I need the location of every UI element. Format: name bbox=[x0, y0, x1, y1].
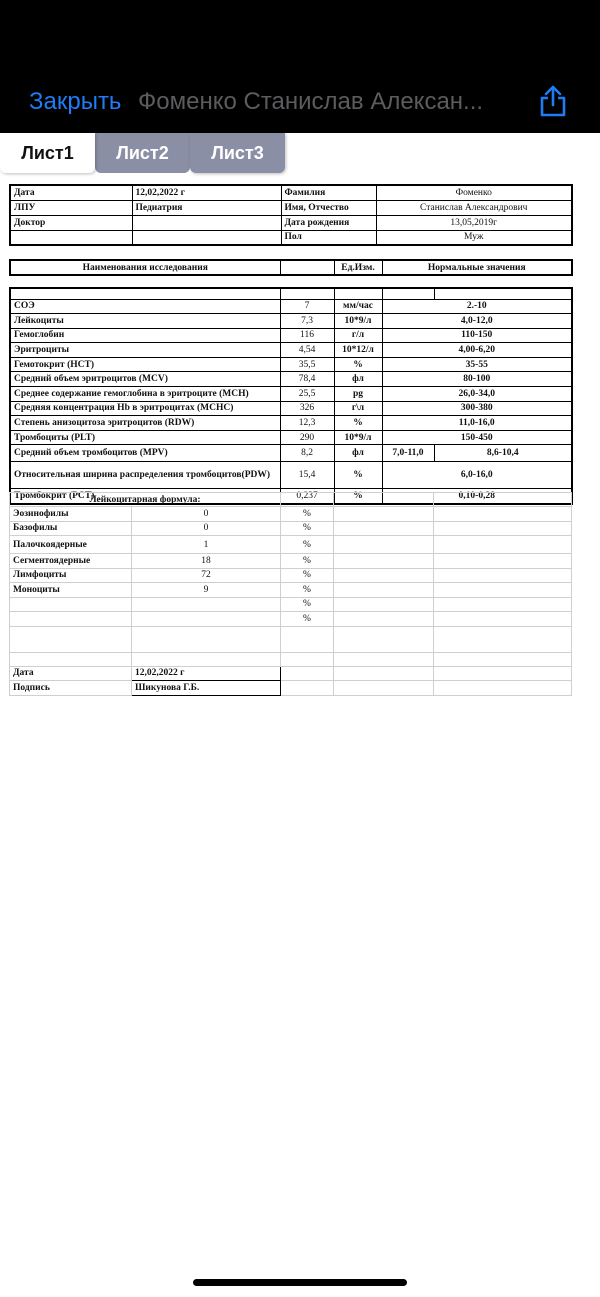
tab-sheet2[interactable]: Лист2 bbox=[95, 133, 190, 173]
empty-cell bbox=[434, 493, 572, 507]
empty-cell bbox=[334, 626, 434, 652]
leuko-value: 0 bbox=[132, 507, 281, 522]
value-cell bbox=[132, 230, 281, 245]
label-cell: Фамилия bbox=[281, 185, 376, 200]
table-row bbox=[10, 387, 572, 402]
test-norm: 0,10-0,28 bbox=[382, 489, 572, 504]
test-unit: % bbox=[334, 462, 382, 489]
empty-cell bbox=[10, 652, 132, 666]
value-cell: Муж bbox=[376, 230, 572, 245]
test-norm: 6,0-16,0 bbox=[382, 462, 572, 489]
label-cell: Доктор bbox=[10, 215, 132, 230]
leuko-value: 0 bbox=[132, 521, 281, 536]
table-row bbox=[10, 328, 572, 343]
empty-cell bbox=[334, 493, 434, 507]
table-row bbox=[10, 597, 572, 612]
column-header: Нормальные значения bbox=[382, 260, 572, 275]
test-unit: % bbox=[334, 416, 382, 431]
leuko-unit: % bbox=[281, 568, 334, 583]
test-unit: г\л bbox=[334, 401, 382, 416]
value-cell: Фоменко bbox=[376, 185, 572, 200]
empty-cell bbox=[281, 626, 334, 652]
test-name: Тромбоциты (PLT) bbox=[10, 430, 280, 445]
test-norm: 35-55 bbox=[382, 357, 572, 372]
table-row bbox=[10, 314, 572, 329]
value-cell: 13,05,2019г bbox=[376, 215, 572, 230]
table-row bbox=[10, 200, 572, 215]
value-cell bbox=[132, 215, 281, 230]
table-row bbox=[10, 612, 572, 627]
table-row bbox=[10, 357, 572, 372]
leuko-unit: % bbox=[281, 507, 334, 522]
sheet-tabs bbox=[0, 133, 600, 173]
test-name: Эритроциты bbox=[10, 343, 280, 358]
empty-cell bbox=[281, 666, 334, 681]
label-cell: ЛПУ bbox=[10, 200, 132, 215]
table-row bbox=[10, 230, 572, 245]
empty-cell bbox=[334, 536, 434, 554]
test-norm: 7,0-11,0 bbox=[382, 445, 434, 462]
leuko-name bbox=[10, 597, 132, 612]
table-row bbox=[10, 554, 572, 569]
leuko-value: 1 bbox=[132, 536, 281, 554]
test-unit: % bbox=[334, 357, 382, 372]
empty-cell bbox=[434, 568, 572, 583]
test-name: Тромбокрит (PCT) bbox=[10, 489, 280, 504]
test-value: 290 bbox=[280, 430, 334, 445]
label-cell: Пол bbox=[281, 230, 376, 245]
empty-cell bbox=[434, 536, 572, 554]
leuko-name: Базофилы bbox=[10, 521, 132, 536]
column-header: Ед.Изм. bbox=[334, 260, 382, 275]
column-header: Наименования исследования bbox=[10, 260, 280, 275]
test-name: Средний объем эритроцитов (MCV) bbox=[10, 372, 280, 387]
table-row bbox=[10, 343, 572, 358]
test-norm: 8,6-10,4 bbox=[434, 445, 572, 462]
test-norm: 4,0-12,0 bbox=[382, 314, 572, 329]
empty-cell bbox=[334, 666, 434, 681]
leuko-unit: % bbox=[281, 521, 334, 536]
empty-cell bbox=[434, 612, 572, 627]
leuko-unit: % bbox=[281, 536, 334, 554]
test-value: 15,4 bbox=[280, 462, 334, 489]
label-cell: Имя, Отчество bbox=[281, 200, 376, 215]
close-button[interactable]: Закрыть bbox=[29, 88, 122, 115]
test-value: 0,237 bbox=[280, 489, 334, 504]
test-value: 4,54 bbox=[280, 343, 334, 358]
empty-cell bbox=[334, 568, 434, 583]
test-unit: 10*12/л bbox=[334, 343, 382, 358]
leuko-name: Палочкоядерные bbox=[10, 536, 132, 554]
empty-cell bbox=[132, 626, 281, 652]
tab-sheet3[interactable]: Лист3 bbox=[190, 133, 285, 173]
document-title: Фоменко Станислав Алексан... bbox=[138, 88, 484, 115]
value-cell: Станислав Александрович bbox=[376, 200, 572, 215]
table-row bbox=[10, 416, 572, 431]
leuko-value: 9 bbox=[132, 583, 281, 598]
test-unit: г/л bbox=[334, 328, 382, 343]
test-unit: pg bbox=[334, 387, 382, 402]
table-row bbox=[10, 568, 572, 583]
leuko-unit: % bbox=[281, 612, 334, 627]
table-row bbox=[10, 215, 572, 230]
test-norm: 2.-10 bbox=[382, 299, 572, 314]
empty-cell bbox=[334, 652, 434, 666]
test-value: 116 bbox=[280, 328, 334, 343]
empty-cell bbox=[434, 597, 572, 612]
test-name: Средняя концентрация Hb в эритроцитах (MCHC) bbox=[10, 401, 280, 416]
test-name: Среднее содержание гемоглобина в эритроците (MCH) bbox=[10, 387, 280, 402]
table-row bbox=[10, 401, 572, 416]
home-indicator[interactable] bbox=[193, 1279, 407, 1286]
empty-cell bbox=[434, 507, 572, 522]
empty-cell bbox=[434, 583, 572, 598]
empty-cell bbox=[10, 288, 280, 299]
test-unit: 10*9/л bbox=[334, 314, 382, 329]
footer-label: Подпись bbox=[10, 681, 132, 696]
empty-cell bbox=[434, 554, 572, 569]
footer-value: 12,02,2022 г bbox=[132, 666, 281, 681]
empty-cell bbox=[334, 288, 382, 299]
table-row bbox=[10, 430, 572, 445]
leuko-value: 72 bbox=[132, 568, 281, 583]
test-unit: % bbox=[334, 489, 382, 504]
table-row bbox=[10, 652, 572, 666]
leuko-value: 18 bbox=[132, 554, 281, 569]
empty-cell bbox=[434, 652, 572, 666]
empty-cell bbox=[434, 288, 572, 299]
empty-cell bbox=[434, 681, 572, 696]
test-norm: 80-100 bbox=[382, 372, 572, 387]
test-value: 7,3 bbox=[280, 314, 334, 329]
empty-cell bbox=[280, 288, 334, 299]
test-name: Средний объем тромбоцитов (MPV) bbox=[10, 445, 280, 462]
table-row bbox=[10, 626, 572, 652]
leuko-value bbox=[132, 612, 281, 627]
empty-cell bbox=[132, 652, 281, 666]
leuko-unit: % bbox=[281, 597, 334, 612]
leuko-value bbox=[132, 597, 281, 612]
footer-value: Шикунова Г.Б. bbox=[132, 681, 281, 696]
empty-cell bbox=[281, 652, 334, 666]
value-cell: Педиатрия bbox=[132, 200, 281, 215]
leuko-name: Лимфоциты bbox=[10, 568, 132, 583]
table-row bbox=[10, 260, 572, 275]
table-row bbox=[10, 493, 572, 507]
table-row bbox=[10, 445, 572, 462]
leuko-unit: % bbox=[281, 583, 334, 598]
empty-cell bbox=[434, 521, 572, 536]
leuko-name: Эозинофилы bbox=[10, 507, 132, 522]
test-norm: 300-380 bbox=[382, 401, 572, 416]
test-norm: 150-450 bbox=[382, 430, 572, 445]
empty-cell bbox=[334, 521, 434, 536]
empty-cell bbox=[281, 493, 334, 507]
table-row bbox=[10, 583, 572, 598]
leuko-name: Моноциты bbox=[10, 583, 132, 598]
label-cell bbox=[10, 230, 132, 245]
value-cell: 12,02,2022 г bbox=[132, 185, 281, 200]
table-row bbox=[10, 462, 572, 489]
empty-cell bbox=[334, 507, 434, 522]
table-row bbox=[10, 666, 572, 681]
test-unit: фл bbox=[334, 445, 382, 462]
table-row bbox=[10, 299, 572, 314]
table-row bbox=[10, 372, 572, 387]
test-value: 25,5 bbox=[280, 387, 334, 402]
test-norm: 110-150 bbox=[382, 328, 572, 343]
empty-cell bbox=[334, 681, 434, 696]
empty-cell bbox=[10, 626, 132, 652]
leuko-name: Сегментоядерные bbox=[10, 554, 132, 569]
table-row bbox=[10, 185, 572, 200]
label-cell: Дата bbox=[10, 185, 132, 200]
patient-info-table bbox=[9, 184, 573, 246]
results-header bbox=[9, 259, 573, 276]
leuko-name bbox=[10, 612, 132, 627]
table-row bbox=[10, 536, 572, 554]
leuko-table bbox=[9, 492, 572, 696]
column-header bbox=[280, 260, 334, 275]
test-value: 7 bbox=[280, 299, 334, 314]
empty-cell bbox=[334, 554, 434, 569]
label-cell: Дата рождения bbox=[281, 215, 376, 230]
results-table bbox=[9, 287, 573, 505]
empty-cell bbox=[382, 288, 434, 299]
test-value: 35,5 bbox=[280, 357, 334, 372]
top-navigation-bar bbox=[0, 0, 600, 133]
test-value: 78,4 bbox=[280, 372, 334, 387]
test-name: СОЭ bbox=[10, 299, 280, 314]
test-norm: 4,00-6,20 bbox=[382, 343, 572, 358]
test-unit: фл bbox=[334, 372, 382, 387]
test-name: Степень анизоцитоза эритроцитов (RDW) bbox=[10, 416, 280, 431]
footer-label: Дата bbox=[10, 666, 132, 681]
table-row bbox=[10, 681, 572, 696]
empty-cell bbox=[334, 583, 434, 598]
test-unit: 10*9/л bbox=[334, 430, 382, 445]
empty-cell bbox=[334, 597, 434, 612]
table-row bbox=[10, 507, 572, 522]
test-unit: мм/час bbox=[334, 299, 382, 314]
tab-sheet1[interactable]: Лист1 bbox=[0, 133, 95, 173]
test-norm: 26,0-34,0 bbox=[382, 387, 572, 402]
table-row bbox=[10, 521, 572, 536]
leuko-title: Лейкоцитарная формула: bbox=[10, 493, 281, 507]
share-icon[interactable] bbox=[537, 84, 569, 118]
test-name: Гемоглобин bbox=[10, 328, 280, 343]
test-value: 12,3 bbox=[280, 416, 334, 431]
test-norm: 11,0-16,0 bbox=[382, 416, 572, 431]
table-row bbox=[10, 288, 572, 299]
test-name: Относительная ширина распределения тромбоцитов(PDW) bbox=[10, 462, 280, 489]
test-value: 8,2 bbox=[280, 445, 334, 462]
empty-cell bbox=[334, 612, 434, 627]
leuko-unit: % bbox=[281, 554, 334, 569]
test-name: Гемотокрит (НСТ) bbox=[10, 357, 280, 372]
empty-cell bbox=[434, 666, 572, 681]
test-value: 326 bbox=[280, 401, 334, 416]
empty-cell bbox=[281, 681, 334, 696]
empty-cell bbox=[434, 626, 572, 652]
test-name: Лейкоциты bbox=[10, 314, 280, 329]
